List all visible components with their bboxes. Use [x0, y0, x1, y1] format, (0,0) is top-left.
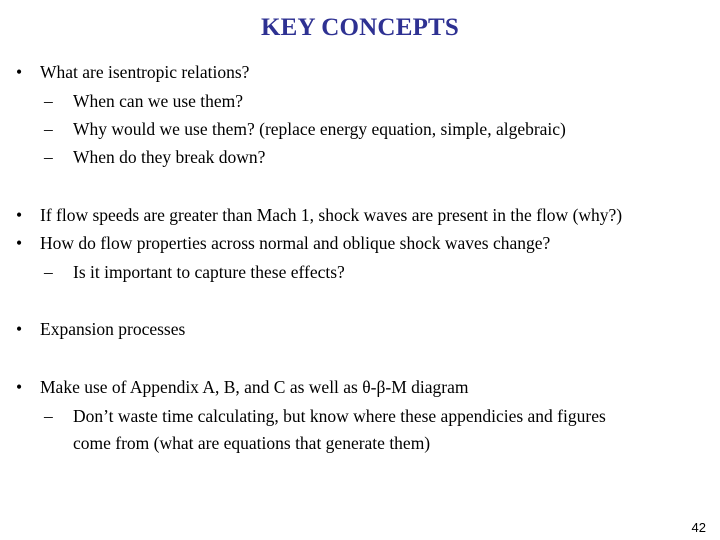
dash-icon: – [44, 262, 53, 282]
sub-bullet-text: come from (what are equations that generate them) [73, 433, 431, 453]
bullet-item [0, 376, 720, 398]
sub-bullet-text: Why would we use them? (replace energy equation, simple, algebraic) [73, 119, 566, 139]
sub-bullet-item [0, 146, 720, 168]
bullet-text: Make use of Appendix A, B, and C as well as θ-β-M diagram [40, 377, 469, 397]
bullet-icon: • [16, 319, 23, 339]
sub-bullet-item [0, 405, 720, 427]
bullet-text: How do flow properties across normal and oblique shock waves change? [40, 233, 551, 253]
dash-icon: – [44, 119, 53, 139]
sub-bullet-text: When do they break down? [73, 147, 266, 167]
bullet-item [0, 232, 720, 254]
bullet-text: What are isentropic relations? [40, 62, 250, 82]
bullet-icon: • [16, 205, 23, 225]
sub-bullet-item [0, 90, 720, 112]
bullet-item [0, 204, 720, 226]
bullet-icon: • [16, 62, 23, 82]
sub-bullet-text: When can we use them? [73, 91, 244, 111]
sub-bullet-item [0, 118, 720, 140]
bullet-text: If flow speeds are greater than Mach 1, shock waves are present in the flow (why?) [40, 205, 623, 225]
dash-icon: – [44, 91, 53, 111]
bullet-icon: • [16, 233, 23, 253]
page-number: 42 [691, 520, 706, 535]
sub-bullet-item [0, 261, 720, 283]
sub-bullet-continuation [0, 432, 720, 454]
bullet-item [0, 318, 720, 340]
bullet-item [0, 61, 720, 83]
sub-bullet-text: Is it important to capture these effects? [73, 262, 345, 282]
dash-icon: – [44, 147, 53, 167]
dash-icon: – [44, 406, 53, 426]
slide-title: KEY CONCEPTS [260, 14, 460, 41]
bullet-text: Expansion processes [40, 319, 186, 339]
bullet-icon: • [16, 377, 23, 397]
sub-bullet-text: Don’t waste time calculating, but know where these appendicies and figures [73, 406, 606, 426]
